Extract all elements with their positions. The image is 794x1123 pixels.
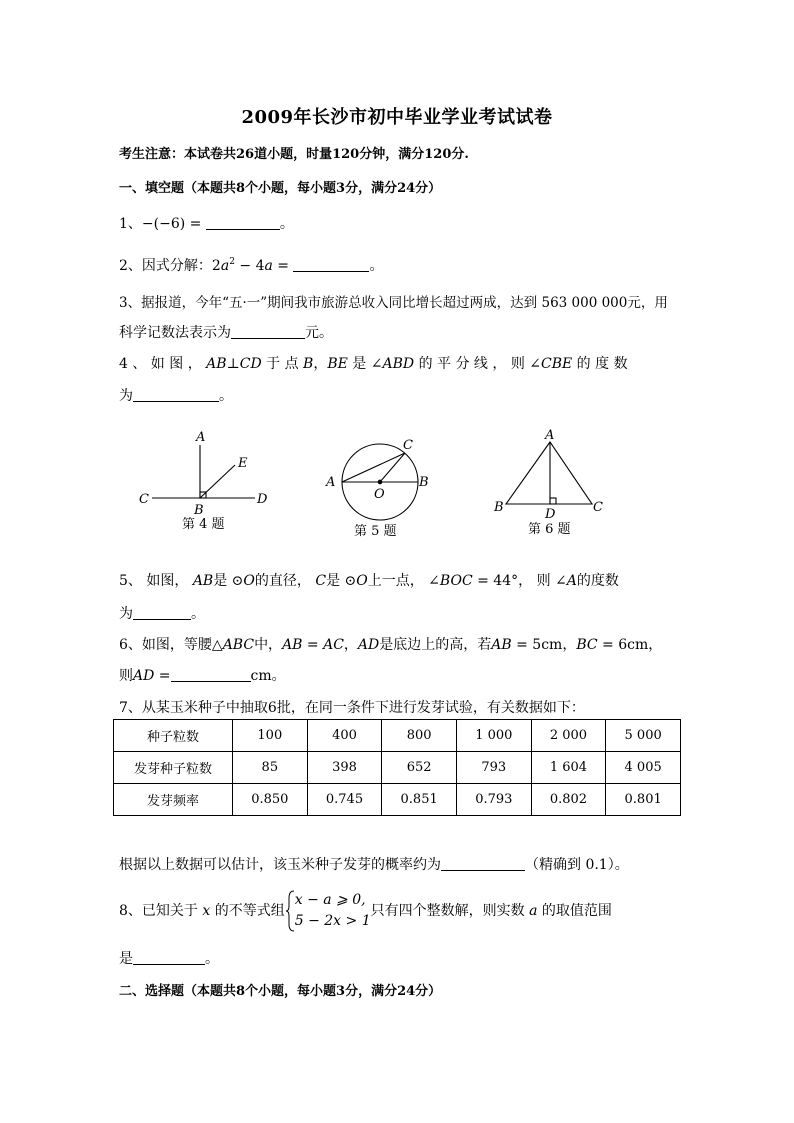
question-5-line-2: 为 。 bbox=[119, 606, 205, 622]
fig4-label-c: C bbox=[139, 492, 149, 507]
fig6-label-b: B bbox=[494, 500, 504, 515]
table-cell: 398 bbox=[307, 752, 382, 784]
table-cell: 652 bbox=[382, 752, 457, 784]
question-6-line-1: 6、如图，等腰△ABC中，AB = AC，AD是底边上的高，若AB = 5cm，BC = 6cm， bbox=[119, 637, 663, 653]
question-5-line-1: 5、 如图， AB是 ⊙O的直径， C是 ⊙O上一点， ∠BOC = 44°， 则 ∠A的度数 bbox=[119, 573, 619, 589]
table-cell: 发芽种子粒数 bbox=[114, 752, 233, 784]
fig6-label-a: A bbox=[545, 428, 555, 443]
table-row bbox=[114, 752, 681, 784]
question-1: 1、−(−6) = 。 bbox=[119, 216, 294, 232]
answer-blank[interactable] bbox=[441, 856, 525, 871]
answer-blank[interactable] bbox=[133, 950, 205, 965]
answer-blank[interactable] bbox=[231, 324, 305, 339]
question-6-line-2: 则AD = cm。 bbox=[119, 668, 286, 684]
question-3-line-2: 科学记数法表示为 元。 bbox=[119, 325, 333, 341]
fig5-label-o: O bbox=[374, 487, 385, 502]
table-cell: 100 bbox=[233, 720, 308, 752]
question-8-line-1: 8、已知关于 x 的不等式组 x − a ⩾ 0, 5 − 2x > 1只有四个整数解，则实数 a 的取值范围 bbox=[119, 890, 612, 932]
fig4-label-a: A bbox=[196, 430, 206, 445]
exam-notice: 考生注意：本试卷共26道小题，时量120分钟，满分120分. bbox=[119, 147, 469, 162]
fig5-label-a: A bbox=[326, 475, 336, 490]
fig5-label-b: B bbox=[419, 475, 429, 490]
fig6-caption: 第 6 题 bbox=[528, 522, 571, 537]
section-1-heading: 一、填空题（本题共8个小题，每小题3分，满分24分） bbox=[119, 181, 442, 196]
table-cell: 发芽频率 bbox=[114, 784, 233, 816]
table-cell: 1 604 bbox=[531, 752, 606, 784]
figure-5 bbox=[342, 444, 418, 520]
fig4-caption: 第 4 题 bbox=[182, 517, 225, 532]
table-cell: 0.851 bbox=[382, 784, 457, 816]
fig6-label-c: C bbox=[593, 500, 603, 515]
table-row bbox=[114, 720, 681, 752]
fig5-caption: 第 5 题 bbox=[354, 524, 397, 539]
question-7: 7、从某玉米种子中抽取6批，在同一条件下进行发芽试验，有关数据如下： bbox=[119, 700, 585, 716]
table-cell: 0.802 bbox=[531, 784, 606, 816]
question-2: 2、因式分解：$2a^2 - 4a$ = 。 bbox=[119, 257, 384, 274]
question-3-line-1: 3、据报道，今年“五·一”期间我市旅游总收入同比增长超过两成，达到 563 000 000元，用 bbox=[119, 295, 668, 311]
figure-6 bbox=[506, 442, 592, 504]
table-cell: 1 000 bbox=[456, 720, 531, 752]
question-7-followup: 根据以上数据可以估计，该玉米种子发芽的概率约为 （精确到 0.1）。 bbox=[119, 857, 629, 873]
table-cell: 793 bbox=[456, 752, 531, 784]
table-cell: 0.745 bbox=[307, 784, 382, 816]
answer-blank[interactable] bbox=[133, 605, 191, 620]
question-8-line-2: 是 。 bbox=[119, 951, 219, 967]
table-cell: 85 bbox=[233, 752, 308, 784]
table-cell: 800 bbox=[382, 720, 457, 752]
question-4-line-2: 为 。 bbox=[119, 388, 233, 404]
table-cell: 5 000 bbox=[606, 720, 681, 752]
answer-blank[interactable] bbox=[133, 387, 219, 402]
figures-row bbox=[130, 425, 690, 545]
table-cell: 0.801 bbox=[606, 784, 681, 816]
fig4-label-d: D bbox=[257, 492, 268, 507]
section-2-heading: 二、选择题（本题共8个小题，每小题3分，满分24分） bbox=[119, 984, 442, 999]
germination-table bbox=[113, 719, 681, 816]
page-title: 2009年长沙市初中毕业学业考试试卷 bbox=[241, 107, 553, 128]
answer-blank[interactable] bbox=[171, 667, 251, 682]
fig4-label-e: E bbox=[238, 456, 248, 471]
inequality-system: x − a ⩾ 0, 5 − 2x > 1 bbox=[285, 890, 371, 932]
table-cell: 4 005 bbox=[606, 752, 681, 784]
fig6-label-d: D bbox=[545, 507, 556, 522]
figure-4 bbox=[152, 445, 255, 498]
answer-blank[interactable] bbox=[206, 215, 280, 230]
fig5-label-c: C bbox=[403, 438, 413, 453]
table-cell: 0.793 bbox=[456, 784, 531, 816]
fig4-label-b: B bbox=[194, 503, 204, 518]
brace-icon bbox=[285, 890, 295, 932]
table-row bbox=[114, 784, 681, 816]
table-cell: 0.850 bbox=[233, 784, 308, 816]
table-cell: 种子粒数 bbox=[114, 720, 233, 752]
table-cell: 2 000 bbox=[531, 720, 606, 752]
question-4-line-1: 4 、 如 图 ， AB⊥CD 于 点 B，BE 是 ∠ABD 的 平 分 线 ， 则 ∠CBE 的 度 数 bbox=[119, 356, 628, 372]
table-cell: 400 bbox=[307, 720, 382, 752]
answer-blank[interactable] bbox=[293, 257, 369, 272]
